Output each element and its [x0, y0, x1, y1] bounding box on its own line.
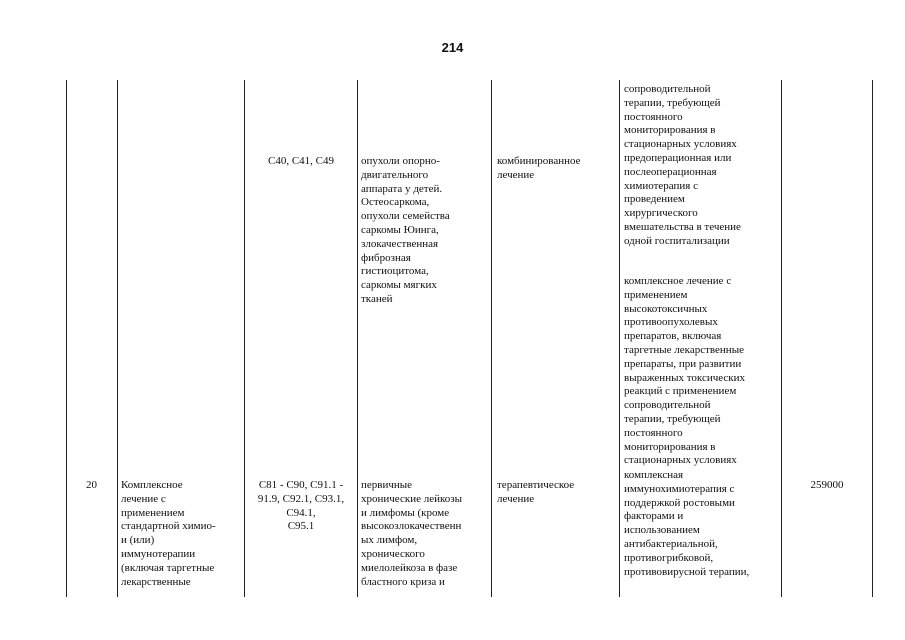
- row-codes: C81 - C90, C91.1 - 91.9, C92.1, C93.1, C94.1, C95.1: [257, 479, 345, 533]
- table-border-left: [66, 80, 67, 597]
- row-cost: 259000: [810, 479, 844, 491]
- upper-codes: C40, C41, C49: [267, 155, 334, 167]
- method-middle: комплексное лечение с применением высокотоксичных противоопухолевых препаратов, включая таргетные лекарственные препараты, при развитии выраженных токсических реакций с применением сопроводительной терапии, требующей постоянного мониторирования в стационарных условиях: [624, 275, 746, 467]
- row-model: первичные хронические лейкозы и лимфомы (кроме высокозлокачественн ых лимфом, хронического миелолейкоза в фазе бластного криза и: [361, 479, 462, 588]
- row-number: 20: [86, 479, 97, 491]
- table-divider-2: [244, 80, 245, 597]
- table-divider-4: [491, 80, 492, 597]
- table-divider-3: [357, 80, 358, 597]
- page-number: 214: [441, 40, 464, 55]
- upper-treatment: комбинированное лечение: [497, 155, 581, 181]
- row-name: Комплексное лечение с применением стандартной химио- и (или) иммунотерапии (включая таргетные лекарственные: [121, 479, 216, 588]
- table-divider-1: [117, 80, 118, 597]
- table-border-right: [872, 80, 873, 597]
- row-treatment: терапевтическое лечение: [497, 479, 575, 505]
- row-method: комплексная иммунохимиотерапия с поддержкой ростовыми факторами и использованием антибактериальной, противогрибковой, противовирусной терапии,: [624, 469, 750, 578]
- table-divider-5: [619, 80, 620, 597]
- table-divider-6: [781, 80, 782, 597]
- method-top: сопроводительной терапии, требующей постоянного мониторирования в стационарных условиях предоперационная или послеоперационная химиотерапия с проведением хирургического вмешательства в течение одной госпитализации: [624, 83, 741, 247]
- upper-model: опухоли опорно- двигательного аппарата у детей. Остеосаркома, опухоли семейства саркомы Юинга, злокачественная фиброзная гистиоцитома, саркомы мягких тканей: [361, 155, 450, 305]
